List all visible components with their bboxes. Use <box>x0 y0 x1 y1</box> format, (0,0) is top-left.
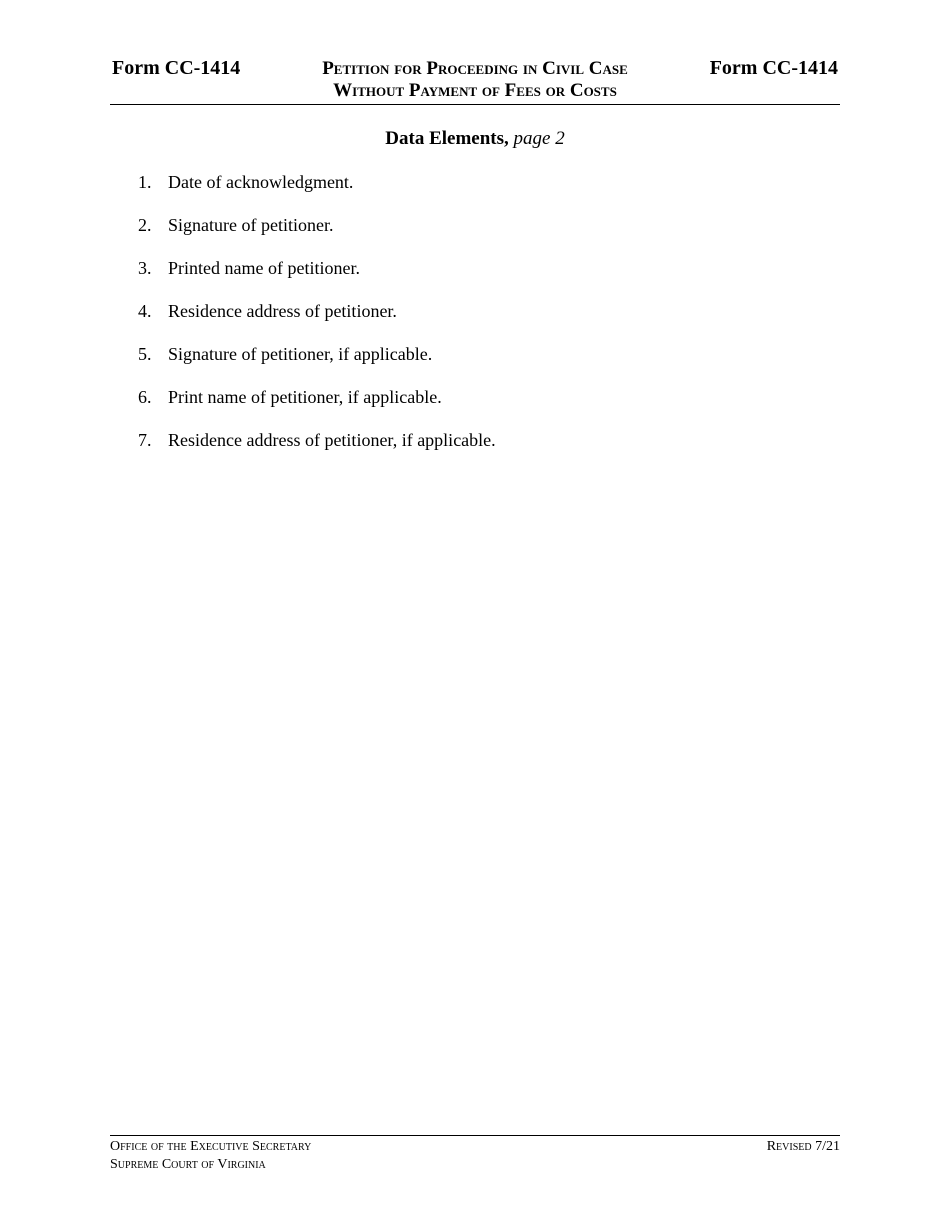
item-number: 2. <box>138 215 152 235</box>
item-number: 5. <box>138 344 152 364</box>
item-text: Date of acknowledgment. <box>168 172 354 192</box>
footer-office: Office of the Executive Secretary <box>110 1139 312 1154</box>
page-header <box>110 56 840 105</box>
item-number: 3. <box>138 258 152 278</box>
item-text: Signature of petitioner. <box>168 215 334 235</box>
item-number: 4. <box>138 301 152 321</box>
footer-office-block <box>110 1138 311 1174</box>
form-title <box>260 58 690 102</box>
list-item <box>138 385 496 428</box>
footer-court: Supreme Court of Virginia <box>110 1157 266 1172</box>
form-number-right: Form CC-1414 <box>709 57 838 79</box>
section-heading-title: Data Elements, <box>385 128 509 149</box>
list-item <box>138 256 496 299</box>
list-item <box>138 213 496 256</box>
item-text: Print name of petitioner, if applicable. <box>168 387 442 407</box>
item-number: 7. <box>138 430 152 450</box>
page-footer <box>110 1135 840 1174</box>
list-item <box>138 428 496 471</box>
item-text: Printed name of petitioner. <box>168 258 360 278</box>
footer-revised: Revised 7/21 <box>766 1139 840 1154</box>
section-heading-page: page 2 <box>513 128 565 149</box>
item-text: Residence address of petitioner. <box>168 301 397 321</box>
data-elements-list <box>138 170 496 471</box>
section-heading <box>0 127 950 151</box>
item-number: 1. <box>138 172 152 192</box>
list-item <box>138 299 496 342</box>
form-title-line-1: Petition for Proceeding in Civil Case <box>322 58 628 79</box>
item-text: Residence address of petitioner, if applicable. <box>168 430 496 450</box>
list-item <box>138 342 496 385</box>
list-item <box>138 170 496 213</box>
item-text: Signature of petitioner, if applicable. <box>168 344 433 364</box>
form-number-left: Form CC-1414 <box>112 57 241 79</box>
form-title-line-2: Without Payment of Fees or Costs <box>333 80 617 101</box>
item-number: 6. <box>138 387 152 407</box>
